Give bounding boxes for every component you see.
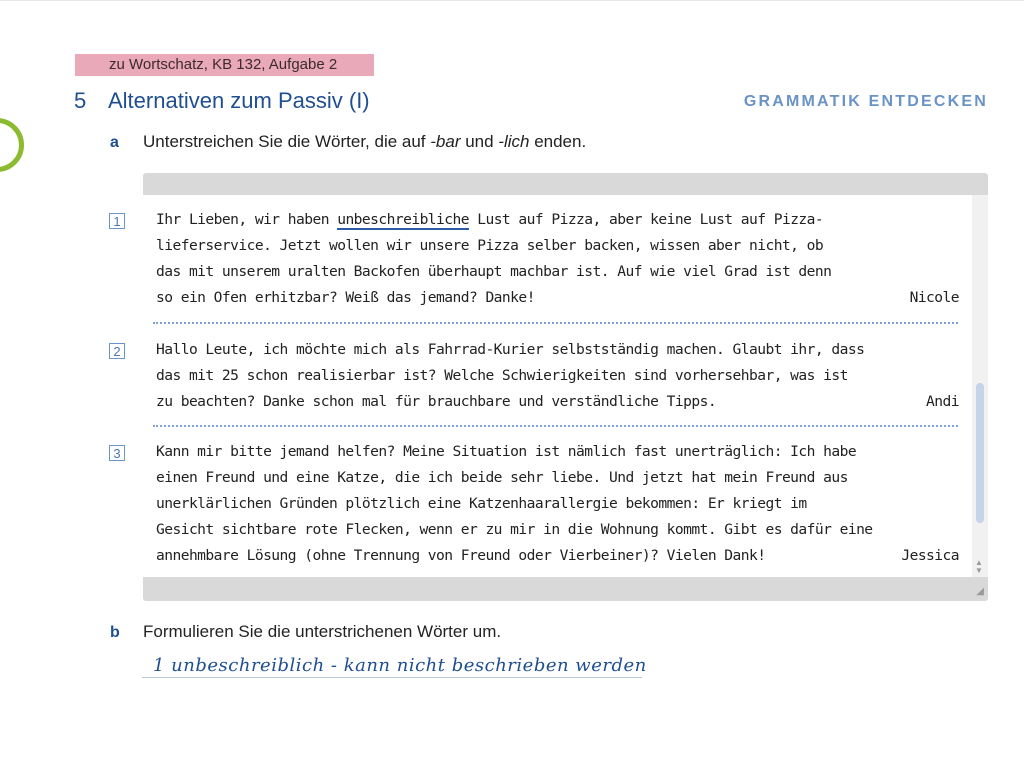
handwritten-answer: 1 unbeschreiblich - kann nicht beschrieben werden	[153, 655, 647, 676]
post-2-signature: Andi	[926, 393, 959, 410]
post-number-3: 3	[109, 445, 125, 461]
post-text: Ihr Lieben, wir haben	[156, 211, 338, 228]
answer-line	[142, 677, 642, 678]
post-1-line-3: das mit unserem uralten Backofen überhaupt machbar ist. Auf wie viel Grad ist denn	[156, 263, 832, 280]
part-a-letter: a	[110, 134, 119, 151]
suffix-lich: -lich	[498, 132, 530, 151]
post-3-line-2: einen Freund und eine Katze, die ich beide sehr liebe. Und jetzt hat mein Freund aus	[156, 469, 848, 486]
suffix-bar: -bar	[430, 132, 461, 151]
part-b-instruction: Formulieren Sie die unterstrichenen Wörter um.	[143, 622, 502, 641]
post-3-signature: Jessica	[901, 547, 959, 564]
scroll-thumb[interactable]	[976, 383, 984, 523]
post-2-line-3: zu beachten? Danke schon mal für brauchbare und verständliche Tipps.	[156, 393, 717, 410]
exercise-title: Alternativen zum Passiv (I)	[108, 88, 370, 113]
exercise-number: 5	[74, 88, 87, 113]
post-1-line-1	[156, 207, 961, 233]
post-divider	[153, 322, 958, 324]
post-text: Lust auf Pizza, aber keine Lust auf Pizza-	[468, 211, 824, 228]
instruction-text: enden.	[529, 132, 587, 151]
post-number-2: 2	[109, 343, 125, 359]
triangle-down-icon[interactable]: ▼	[975, 566, 983, 575]
reference-tag: zu Wortschatz, KB 132, Aufgabe 2	[75, 54, 374, 76]
post-number-1: 1	[109, 213, 125, 229]
post-3-line-4: Gesicht sichtbare rote Flecken, wenn er zu mir in die Wohnung kommt. Gibt es dafür eine	[156, 521, 873, 538]
post-1-signature: Nicole	[909, 289, 959, 306]
post-3-line-1: Kann mir bitte jemand helfen? Meine Situation ist nämlich fast unerträglich: Ich habe	[156, 443, 857, 460]
triangle-up-icon[interactable]: ▲	[975, 558, 983, 567]
post-1-line-2: lieferservice. Jetzt wollen wir unsere Pizza selber backen, wissen aber nicht, ob	[156, 237, 824, 254]
post-divider	[153, 425, 958, 427]
section-tag: GRAMMATIK ENTDECKEN	[743, 93, 988, 110]
scrollbar[interactable]	[972, 195, 988, 577]
part-b-letter: b	[110, 624, 120, 641]
instruction-text: Unterstreichen Sie die Wörter, die auf	[143, 132, 431, 151]
post-1-line-4: so ein Ofen erhitzbar? Weiß das jemand? Danke!	[156, 289, 535, 306]
post-2-line-1: Hallo Leute, ich möchte mich als Fahrrad-Kurier selbstständig machen. Glaubt ihr, dass	[156, 341, 865, 358]
resize-grip-icon[interactable]: ◢	[976, 586, 984, 597]
instruction-text: und	[460, 132, 499, 151]
underlined-word: unbeschreibliche	[337, 211, 469, 228]
post-3-line-3: unerklärlichen Gründen plötzlich eine Katzenhaarallergie bekommen: Er kriegt im	[156, 495, 807, 512]
post-3-line-5: annehmbare Lösung (ohne Trennung von Freund oder Vierbeiner)? Vielen Dank!	[156, 547, 766, 564]
post-2-line-2: das mit 25 schon realisierbar ist? Welche Schwierigkeiten sind vorhersehbar, was ist	[156, 367, 848, 384]
part-a-instruction	[143, 132, 586, 152]
